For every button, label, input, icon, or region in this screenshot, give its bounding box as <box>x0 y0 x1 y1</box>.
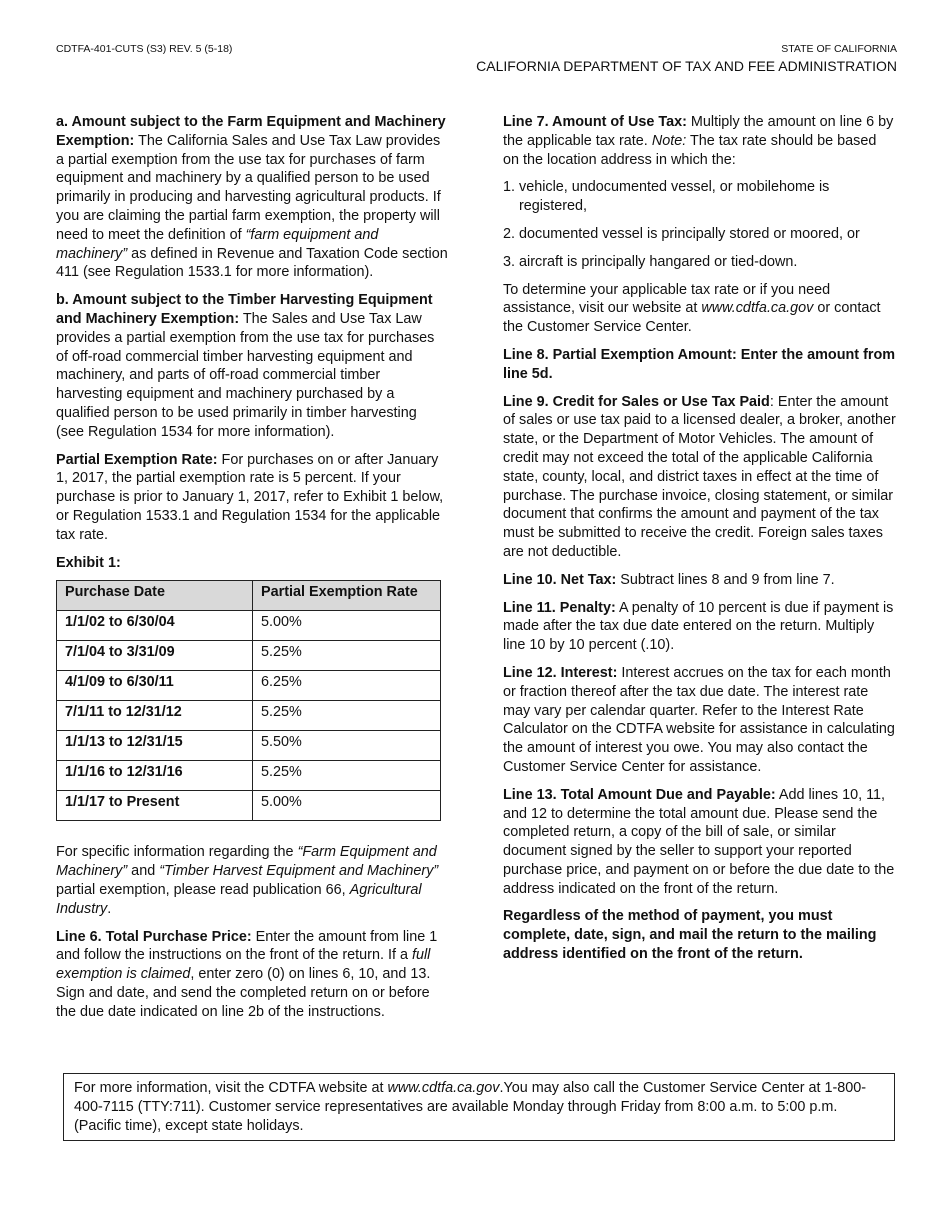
website-link[interactable]: www.cdtfa.ca.gov <box>701 300 814 317</box>
line-13-text: Add lines 10, 11, and 12 to determine the total amount due. Please send the completed return, a copy of the bill of sale, or similar document signed by the seller to support your reported purchase price, and payment on or before the due date to the address indicated on the front of the return. <box>503 786 895 897</box>
line-11-text: A penalty of 10 percent is due if payment is made after the tax due date entered on the return. Multiply line 10 by 10 percent (.10). <box>503 599 894 654</box>
line-10 <box>503 571 896 590</box>
section-a-text-end: as defined in Revenue and Taxation Code section 411 (see Regulation 1533.1 for more information). <box>56 245 448 281</box>
line-7-text: Multiply the amount on line 6 by the applicable tax rate. <box>503 114 894 149</box>
payment-notice-text: Regardless of the method of payment, you must complete, date, sign, and mail the return to the mailing address identified on the front of the return. <box>503 908 877 963</box>
line-10-title: Line 10. Net Tax: <box>503 571 617 588</box>
section-b-text: The Sales and Use Tax Law provides a partial exemption from the use tax for purchases of off-road commercial timber harvesting equipment and machinery, and parts of off-road commercial timber harvesting equipment and machinery purchased by a qualified person to be used primarily in timber harvesting (see Regulation 1534 for more information). <box>56 310 435 440</box>
section-a-title: a. Amount subject to the Farm Equipment and Machinery Exemption: <box>56 114 446 149</box>
line-10-text: Subtract lines 8 and 9 from line 7. <box>616 571 835 588</box>
table-row <box>57 701 441 731</box>
exemption-rate: 5.25% <box>253 641 441 671</box>
line-7-title: Line 7. Amount of Use Tax: <box>503 114 687 130</box>
determine-text-end: or contact the Customer Service Center. <box>503 300 881 336</box>
line-13-title: Line 13. Total Amount Due and Payable: <box>503 786 776 803</box>
footer-text-end: .You may also call the Customer Service Center at 1-800-400-7115 (TTY:711). Customer service representatives are available Monday through Friday from 8:00 a.m. to 5:00 p.m. (Pacific time), except state holidays. <box>74 1080 867 1134</box>
specific-text: . <box>107 900 112 917</box>
note-label: Note: <box>651 132 687 149</box>
line-7 <box>503 113 896 169</box>
table-row <box>57 791 441 821</box>
specific-italic: “Farm Equipment and Machinery” <box>56 844 437 880</box>
page-header <box>476 43 897 75</box>
purchase-date: 7/1/04 to 3/31/09 <box>57 641 253 671</box>
specific-text: and <box>127 863 160 880</box>
footer-website-link[interactable]: www.cdtfa.ca.gov <box>387 1080 500 1096</box>
section-a <box>56 113 448 282</box>
table-row <box>57 731 441 761</box>
table-row <box>57 671 441 701</box>
purchase-date: 4/1/09 to 6/30/11 <box>57 671 253 701</box>
exemption-rate: 5.50% <box>253 731 441 761</box>
table-row <box>57 761 441 791</box>
line-11 <box>503 599 896 655</box>
specific-information <box>56 843 448 918</box>
department-name: CALIFORNIA DEPARTMENT OF TAX AND FEE ADMINISTRATION <box>476 58 897 74</box>
line-6-title: Line 6. Total Purchase Price: <box>56 928 252 945</box>
left-column <box>56 113 448 1031</box>
purchase-date: 1/1/02 to 6/30/04 <box>57 611 253 641</box>
line-6 <box>56 928 448 1022</box>
table-row <box>57 611 441 641</box>
specific-text: partial exemption, please read publication 66, <box>56 881 350 898</box>
column-header: Purchase Date <box>57 581 253 611</box>
table-row <box>57 641 441 671</box>
rate-title: Partial Exemption Rate: <box>56 451 218 468</box>
specific-italic: “Timber Harvest Equipment and Machinery” <box>159 863 439 880</box>
determine-rate <box>503 281 896 337</box>
line-8 <box>503 346 896 384</box>
section-b-title: b. Amount subject to the Timber Harvesting Equipment and Machinery Exemption: <box>56 292 433 327</box>
line-8-text: Line 8. Partial Exemption Amount: Enter the amount from line 5d. <box>503 346 896 382</box>
partial-exemption-rate <box>56 451 448 545</box>
section-b <box>56 291 448 441</box>
more-information-box <box>63 1073 895 1141</box>
exemption-rate: 6.25% <box>253 671 441 701</box>
exemption-rate: 5.00% <box>253 611 441 641</box>
purchase-date: 7/1/11 to 12/31/12 <box>57 701 253 731</box>
line-12 <box>503 664 896 777</box>
rate-text: For purchases on or after January 1, 2017, the partial exemption rate is 5 percent. If your purchase is prior to January 1, 2017, refer to Exhibit 1 below, or Regulation 1533.1 and Regulation 1534 for the applicable tax rate. <box>56 451 444 543</box>
list-item: 3. aircraft is principally hangared or tied-down. <box>503 253 798 270</box>
publication-name: Agricultural Industry <box>56 881 422 917</box>
list-item: 2. documented vessel is principally stored or moored, or <box>503 225 860 242</box>
line-13 <box>503 786 896 899</box>
purchase-date: 1/1/17 to Present <box>57 791 253 821</box>
exhibit-table <box>56 580 441 821</box>
exemption-rate: 5.00% <box>253 791 441 821</box>
line-9-title: Line 9. Credit for Sales or Use Tax Paid <box>503 393 770 410</box>
location-list <box>503 178 896 271</box>
line-6-text: Enter the amount from line 1 and follow the instructions on the front of the return. If a <box>56 928 438 964</box>
line-11-title: Line 11. Penalty: <box>503 599 616 616</box>
purchase-date: 1/1/13 to 12/31/15 <box>57 731 253 761</box>
line-7-text-end: The tax rate should be based on the location address in which the: <box>503 132 877 168</box>
section-a-italic: “farm equipment and machinery” <box>56 226 379 262</box>
exemption-rate: 5.25% <box>253 761 441 791</box>
line-9-text: : Enter the amount of sales or use tax paid to a licensed dealer, a broker, another state, or the Department of Motor Vehicles. The amount of credit may not exceed the total of the applicable California state, county, local, and district taxes in effect at the time of purchase. The purchase invoice, closing statement, or similar document that confirms the amount and payment of the tax must be submitted to receive the credit. Foreign sales taxes are not deductible. <box>503 393 896 560</box>
list-item: 1. vehicle, undocumented vessel, or mobilehome is registered, <box>503 179 830 215</box>
form-id: CDTFA-401-CUTS (S3) REV. 5 (5-18) <box>56 43 233 55</box>
column-header: Partial Exemption Rate <box>253 581 441 611</box>
line-12-text: Interest accrues on the tax for each month or fraction thereof after the tax due date. The interest rate may vary per calendar quarter. Refer to the Interest Rate Calculator on the CDTFA website for assistance in calculating the amount of interest you owe. You may also contact the Customer Service Center for assistance. <box>503 664 895 775</box>
exhibit-title: Exhibit 1: <box>56 554 121 571</box>
determine-text: To determine your applicable tax rate or if you need assistance, visit our website at <box>503 281 831 317</box>
footer-text: For more information, visit the CDTFA website at <box>74 1080 388 1096</box>
right-column <box>503 113 896 973</box>
table-header-row <box>57 581 441 611</box>
line-6-italic: full exemption is claimed <box>56 947 431 983</box>
specific-text: For specific information regarding the <box>56 844 298 861</box>
line-6-text-end: , enter zero (0) on lines 6, 10, and 13. Sign and date, and send the completed return on or before the due date indicated on line 2b of the instructions. <box>56 966 431 1020</box>
state-label: STATE OF CALIFORNIA <box>781 43 897 55</box>
line-12-title: Line 12. Interest: <box>503 664 618 681</box>
payment-notice <box>503 907 896 963</box>
line-9 <box>503 393 896 562</box>
section-a-text: The California Sales and Use Tax Law provides a partial exemption from the use tax for purchases of farm equipment and machinery by a qualified person to be used primarily in producing and harvesting agricultural products. If you are claiming the partial farm exemption, the property will need to meet the definition of <box>56 132 441 243</box>
purchase-date: 1/1/16 to 12/31/16 <box>57 761 253 791</box>
exemption-rate: 5.25% <box>253 701 441 731</box>
